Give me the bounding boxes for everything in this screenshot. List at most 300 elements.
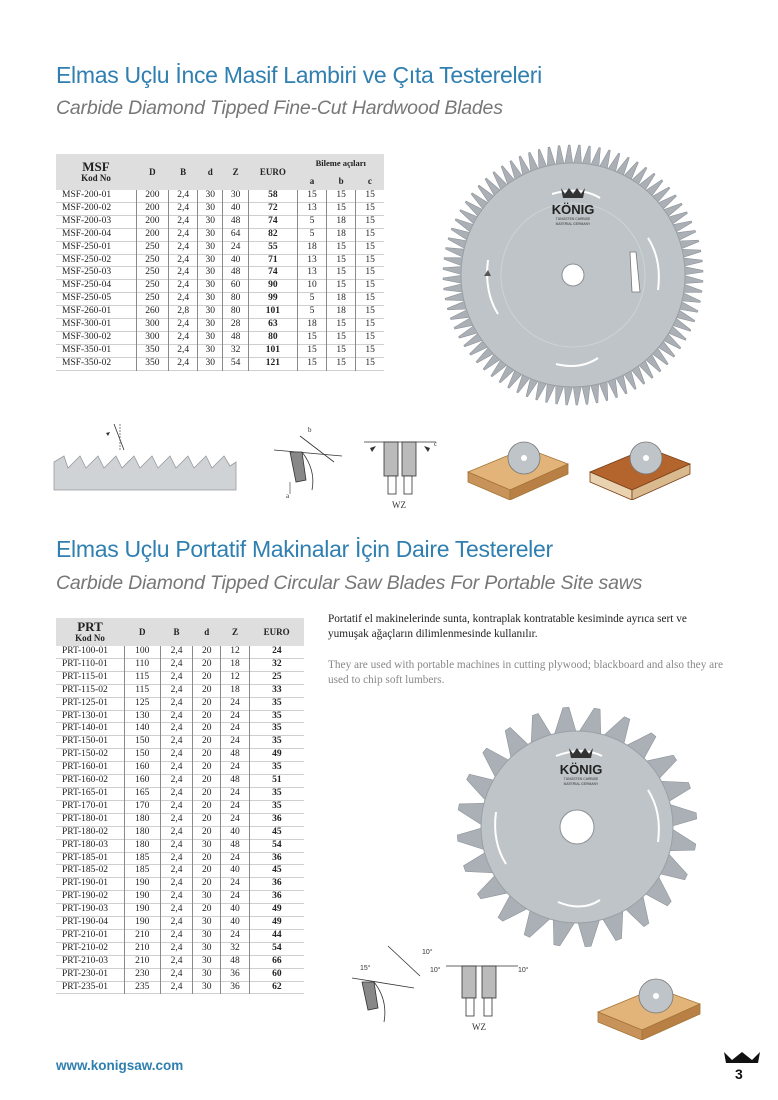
- table-cell: 15: [327, 202, 356, 215]
- arbor-hole: [562, 264, 584, 286]
- table-cell: 200: [136, 190, 169, 202]
- table-row: [56, 319, 384, 332]
- angle-10-right-label: 10°: [518, 967, 529, 974]
- product-code-cell: PRT-190-03: [56, 904, 124, 917]
- product-code-cell: PRT-150-01: [56, 736, 124, 749]
- table-cell: 15: [365, 344, 375, 355]
- price-cell: 44: [272, 929, 282, 940]
- table-code-header: [56, 618, 124, 646]
- table-cell: 15: [365, 241, 375, 252]
- table-cell: 20: [193, 852, 221, 865]
- table-row: [56, 671, 304, 684]
- product-code-cell: MSF-250-01: [56, 241, 136, 254]
- table-cell: 20: [193, 800, 221, 813]
- wz-label: WZ: [392, 500, 406, 510]
- price-cell: 72: [248, 202, 297, 215]
- table-cell: 20: [193, 865, 221, 878]
- logo-text: KÖNIG: [559, 762, 603, 777]
- price-cell: 25: [272, 671, 282, 682]
- table-cell: 36: [221, 968, 249, 981]
- table-cell: 64: [223, 228, 248, 241]
- price-cell: 24: [272, 646, 282, 656]
- logo-tagline: TUNGSTEN CARBIDE: [555, 217, 591, 221]
- product-code-cell: PRT-190-04: [56, 917, 124, 930]
- product-code-cell: PRT-150-02: [56, 749, 124, 762]
- table-cell: 300: [136, 319, 169, 332]
- table-cell: 250: [136, 254, 169, 267]
- table-cell: 15: [365, 267, 375, 278]
- table-cell: 18: [327, 293, 356, 306]
- table-cell: 15: [327, 190, 356, 202]
- price-cell: 80: [248, 331, 297, 344]
- table-cell: 210: [124, 942, 160, 955]
- table-cell: 350: [136, 357, 169, 370]
- table-cell: 115: [124, 671, 160, 684]
- table-code: MSF: [82, 159, 110, 174]
- table-cell: 2,4: [160, 787, 192, 800]
- price-cell: 63: [248, 319, 297, 332]
- col-header: D: [136, 154, 169, 190]
- table-row: [56, 749, 304, 762]
- table-cell: 18: [327, 306, 356, 319]
- table-row: [56, 280, 384, 293]
- price-cell: 74: [248, 267, 297, 280]
- table-row: [56, 904, 304, 917]
- price-cell: 54: [272, 839, 282, 850]
- table-row: [56, 215, 384, 228]
- table-cell: 2,4: [160, 775, 192, 788]
- table-cell: 2,4: [169, 319, 198, 332]
- table-cell: 15: [297, 331, 326, 344]
- table-cell: 160: [124, 775, 160, 788]
- table-cell: 40: [221, 904, 249, 917]
- table-cell: 110: [124, 658, 160, 671]
- table-cell: 2,4: [169, 293, 198, 306]
- table-cell: 2,4: [160, 813, 192, 826]
- table-cell: 2,4: [169, 202, 198, 215]
- table-code-header: [56, 154, 136, 190]
- table-cell: 15: [365, 254, 375, 265]
- price-cell: 35: [272, 736, 282, 747]
- product-code-cell: PRT-170-01: [56, 800, 124, 813]
- table-cell: 30: [193, 929, 221, 942]
- table-row: [56, 658, 304, 671]
- msf-tooth-profile-diagram: [50, 420, 240, 500]
- price-cell: 32: [272, 658, 282, 669]
- logo-tagline: MATERIAL GERMANY: [555, 222, 591, 226]
- table-cell: 30: [193, 917, 221, 930]
- table-cell: 28: [223, 319, 248, 332]
- table-cell: 30: [193, 942, 221, 955]
- table-cell: 170: [124, 800, 160, 813]
- product-code-cell: PRT-190-02: [56, 891, 124, 904]
- table-cell: 20: [193, 787, 221, 800]
- table-cell: 24: [221, 723, 249, 736]
- table-cell: 2,4: [169, 357, 198, 370]
- table-cell: 2,4: [160, 762, 192, 775]
- table-cell: 30: [198, 306, 223, 319]
- product-code-cell: PRT-185-02: [56, 865, 124, 878]
- col-header: EURO: [248, 154, 297, 190]
- table-row: [56, 306, 384, 319]
- table-cell: 48: [221, 749, 249, 762]
- table-cell: 2,4: [169, 190, 198, 202]
- table-row: [56, 852, 304, 865]
- table-row: [56, 826, 304, 839]
- product-code-cell: PRT-110-01: [56, 658, 124, 671]
- table-cell: 24: [221, 929, 249, 942]
- table-cell: 2,4: [160, 917, 192, 930]
- angle-b-label: b: [308, 426, 312, 434]
- table-cell: 165: [124, 787, 160, 800]
- price-cell: 121: [248, 357, 297, 370]
- table-cell: 20: [193, 878, 221, 891]
- angle-col-header: a: [297, 172, 326, 190]
- table-cell: 15: [327, 319, 356, 332]
- table-row: [56, 254, 384, 267]
- table-cell: 250: [136, 293, 169, 306]
- product-code-cell: MSF-200-02: [56, 202, 136, 215]
- table-row: [56, 267, 384, 280]
- table-cell: 24: [221, 852, 249, 865]
- table-cell: 2,4: [160, 981, 192, 994]
- table-cell: 20: [193, 762, 221, 775]
- table-cell: 18: [221, 684, 249, 697]
- table-cell: 24: [221, 762, 249, 775]
- price-cell: 36: [272, 878, 282, 889]
- table-cell: 2,4: [160, 671, 192, 684]
- price-cell: 99: [248, 293, 297, 306]
- sharpen-angles-header: Bileme açıları: [297, 154, 384, 172]
- product-code-cell: MSF-250-05: [56, 293, 136, 306]
- table-cell: 5: [297, 293, 326, 306]
- product-code-cell: MSF-200-03: [56, 215, 136, 228]
- table-cell: 13: [297, 254, 326, 267]
- product-code-cell: PRT-140-01: [56, 723, 124, 736]
- table-cell: 30: [198, 241, 223, 254]
- table-cell: 2,4: [160, 736, 192, 749]
- product-code-cell: PRT-180-01: [56, 813, 124, 826]
- table-cell: 12: [221, 671, 249, 684]
- table-cell: 30: [198, 344, 223, 357]
- table-cell: 15: [327, 267, 356, 280]
- table-cell: 150: [124, 736, 160, 749]
- price-cell: 45: [272, 826, 282, 837]
- table-cell: 140: [124, 723, 160, 736]
- table-cell: 10: [297, 280, 326, 293]
- table-cell: 20: [193, 684, 221, 697]
- table-cell: 2,4: [169, 241, 198, 254]
- price-cell: 60: [272, 968, 282, 979]
- table-cell: 230: [124, 968, 160, 981]
- table-cell: 15: [327, 280, 356, 293]
- table-cell: 200: [136, 215, 169, 228]
- price-cell: 36: [272, 891, 282, 902]
- table-cell: 20: [193, 749, 221, 762]
- table-cell: 32: [221, 942, 249, 955]
- price-cell: 45: [272, 865, 282, 876]
- table-cell: 200: [136, 202, 169, 215]
- table-cell: 350: [136, 344, 169, 357]
- table-cell: 20: [193, 671, 221, 684]
- wz-label: WZ: [472, 1022, 486, 1032]
- table-cell: 15: [365, 190, 375, 200]
- table-cell: 24: [221, 800, 249, 813]
- price-cell: 66: [272, 955, 282, 966]
- table-cell: 24: [221, 710, 249, 723]
- price-cell: 90: [248, 280, 297, 293]
- table-cell: 190: [124, 891, 160, 904]
- col-header: D: [124, 618, 160, 646]
- product-code-cell: MSF-200-04: [56, 228, 136, 241]
- table-cell: 2,4: [160, 800, 192, 813]
- table-row: [56, 800, 304, 813]
- description-tr: Portatif el makinelerinde sunta, kontraplak kontratable kesiminde ayrıca sert ve yumuşak ağaçların dilimlenmesinde kullanılır.: [328, 613, 687, 640]
- price-cell: 74: [248, 215, 297, 228]
- table-cell: 15: [365, 306, 375, 317]
- product-code-cell: MSF-350-01: [56, 344, 136, 357]
- table-cell: 20: [193, 710, 221, 723]
- col-header: d: [193, 618, 221, 646]
- table-row: [56, 955, 304, 968]
- table-cell: 30: [198, 319, 223, 332]
- table-row: [56, 981, 304, 994]
- table-cell: 2,4: [160, 658, 192, 671]
- price-cell: 35: [272, 762, 282, 773]
- angle-a-label: a: [286, 492, 290, 500]
- table-row: [56, 929, 304, 942]
- table-row: [56, 723, 304, 736]
- table-cell: 24: [221, 891, 249, 904]
- product-code-cell: PRT-180-02: [56, 826, 124, 839]
- table-cell: 40: [221, 865, 249, 878]
- price-cell: 49: [272, 904, 282, 915]
- table-row: [56, 190, 384, 202]
- product-code-cell: PRT-210-03: [56, 955, 124, 968]
- table-cell: 190: [124, 917, 160, 930]
- table-cell: 60: [223, 280, 248, 293]
- table-cell: 130: [124, 710, 160, 723]
- footer-website: www.konigsaw.com: [56, 1058, 184, 1073]
- product-code-cell: MSF-250-03: [56, 267, 136, 280]
- price-cell: 36: [272, 813, 282, 824]
- table-cell: 30: [198, 202, 223, 215]
- table-cell: 2,4: [160, 697, 192, 710]
- table-cell: 18: [221, 658, 249, 671]
- price-cell: 49: [272, 749, 282, 760]
- table-cell: 30: [193, 839, 221, 852]
- col-header: B: [169, 154, 198, 190]
- table-code: PRT: [77, 619, 103, 634]
- price-cell: 35: [272, 787, 282, 798]
- msf-spec-table: [56, 154, 384, 371]
- arbor-hole: [560, 810, 594, 844]
- product-code-cell: MSF-250-04: [56, 280, 136, 293]
- prt-angle-diagram: [348, 942, 538, 1036]
- table-cell: 15: [327, 344, 356, 357]
- price-cell: 54: [272, 942, 282, 953]
- table-cell: 2,4: [169, 254, 198, 267]
- table-cell: 30: [223, 190, 248, 202]
- price-cell: 82: [248, 228, 297, 241]
- table-cell: 24: [221, 813, 249, 826]
- price-cell: 101: [248, 306, 297, 319]
- table-cell: 30: [198, 357, 223, 370]
- table-row: [56, 202, 384, 215]
- table-row: [56, 942, 304, 955]
- table-cell: 20: [193, 658, 221, 671]
- table-cell: 2,4: [160, 865, 192, 878]
- table-row: [56, 228, 384, 241]
- table-cell: 30: [198, 293, 223, 306]
- angle-col-header: c: [356, 172, 384, 190]
- section2-title-tr: Elmas Uçlu Portatif Makinalar İçin Daire Testereler: [56, 536, 553, 562]
- price-cell: 49: [272, 917, 282, 928]
- price-cell: 58: [248, 190, 297, 202]
- price-cell: 62: [272, 981, 282, 992]
- table-cell: 80: [223, 293, 248, 306]
- table-cell: 5: [297, 228, 326, 241]
- table-cell: 18: [297, 241, 326, 254]
- table-cell: 20: [193, 723, 221, 736]
- prt-spec-table: [56, 618, 304, 994]
- col-header: d: [198, 154, 223, 190]
- table-cell: 2,4: [169, 228, 198, 241]
- table-cell: 12: [221, 646, 249, 658]
- price-cell: 35: [272, 800, 282, 811]
- table-cell: 2,4: [169, 280, 198, 293]
- table-row: [56, 710, 304, 723]
- table-cell: 40: [223, 202, 248, 215]
- col-header: B: [160, 618, 192, 646]
- prt-wood-cut-illustration: [596, 968, 702, 1040]
- table-cell: 2,4: [160, 904, 192, 917]
- table-cell: 80: [223, 306, 248, 319]
- table-cell: 15: [327, 241, 356, 254]
- table-cell: 2,4: [160, 968, 192, 981]
- product-code-cell: PRT-165-01: [56, 787, 124, 800]
- table-code-label: Kod No: [75, 633, 105, 643]
- table-cell: 20: [193, 646, 221, 658]
- product-code-cell: PRT-235-01: [56, 981, 124, 994]
- price-cell: 35: [272, 697, 282, 708]
- table-cell: 2,4: [169, 215, 198, 228]
- table-cell: 30: [193, 955, 221, 968]
- table-cell: 2,4: [160, 852, 192, 865]
- crown-icon: [722, 1050, 762, 1064]
- table-cell: 250: [136, 241, 169, 254]
- table-cell: 15: [297, 344, 326, 357]
- logo-text: KÖNIG: [551, 202, 595, 217]
- table-cell: 18: [327, 228, 356, 241]
- table-row: [56, 968, 304, 981]
- table-cell: 24: [223, 241, 248, 254]
- table-cell: 20: [193, 775, 221, 788]
- table-cell: 20: [193, 697, 221, 710]
- table-cell: 24: [221, 697, 249, 710]
- table-cell: 30: [193, 891, 221, 904]
- table-row: [56, 891, 304, 904]
- section2-title-en: Carbide Diamond Tipped Circular Saw Blades For Portable Site saws: [56, 572, 643, 594]
- table-cell: 185: [124, 865, 160, 878]
- angle-col-header: b: [327, 172, 356, 190]
- table-cell: 2,4: [160, 646, 192, 658]
- table-cell: 30: [198, 280, 223, 293]
- price-cell: 55: [248, 241, 297, 254]
- logo-tagline: MATERIAL GERMANY: [563, 782, 599, 786]
- msf-angle-b-diagram: [272, 422, 344, 500]
- table-cell: 160: [124, 762, 160, 775]
- price-cell: 35: [272, 723, 282, 734]
- table-cell: 200: [136, 228, 169, 241]
- table-cell: 48: [223, 267, 248, 280]
- table-cell: 2,4: [160, 839, 192, 852]
- table-cell: 18: [327, 215, 356, 228]
- price-cell: 33: [272, 684, 282, 695]
- product-code-cell: PRT-185-01: [56, 852, 124, 865]
- angle-15-label: 15°: [360, 965, 371, 972]
- table-row: [56, 917, 304, 930]
- table-cell: 13: [297, 202, 326, 215]
- prt-saw-blade-image: [452, 702, 702, 952]
- table-row: [56, 775, 304, 788]
- table-cell: 30: [193, 968, 221, 981]
- table-row: [56, 331, 384, 344]
- table-cell: 2,4: [169, 267, 198, 280]
- col-header: Z: [223, 154, 248, 190]
- table-cell: 15: [365, 319, 375, 330]
- product-code-cell: PRT-190-01: [56, 878, 124, 891]
- product-code-cell: MSF-260-01: [56, 306, 136, 319]
- table-cell: 13: [297, 267, 326, 280]
- table-cell: 2,4: [160, 749, 192, 762]
- table-row: [56, 762, 304, 775]
- table-cell: 30: [198, 267, 223, 280]
- product-code-cell: MSF-200-01: [56, 190, 136, 202]
- product-code-cell: PRT-130-01: [56, 710, 124, 723]
- section1-title-en: Carbide Diamond Tipped Fine-Cut Hardwood Blades: [56, 97, 503, 119]
- veneer-cut-illustration: [588, 428, 692, 500]
- table-cell: 20: [193, 813, 221, 826]
- table-cell: 2,4: [160, 929, 192, 942]
- angle-10-left-label: 10°: [430, 967, 441, 974]
- table-cell: 2,4: [160, 826, 192, 839]
- product-code-cell: PRT-115-02: [56, 684, 124, 697]
- table-cell: 48: [223, 331, 248, 344]
- table-row: [56, 813, 304, 826]
- table-cell: 250: [136, 280, 169, 293]
- table-cell: 48: [221, 955, 249, 968]
- table-cell: 2,4: [169, 344, 198, 357]
- price-cell: 51: [272, 775, 282, 786]
- table-cell: 20: [193, 826, 221, 839]
- table-cell: 125: [124, 697, 160, 710]
- table-cell: 5: [297, 306, 326, 319]
- msf-saw-blade-image: [440, 142, 706, 408]
- table-cell: 48: [221, 839, 249, 852]
- table-cell: 20: [193, 904, 221, 917]
- product-code-cell: PRT-115-01: [56, 671, 124, 684]
- table-cell: 40: [221, 917, 249, 930]
- table-code-label: Kod No: [81, 173, 111, 183]
- table-row: [56, 293, 384, 306]
- section1-title-tr: Elmas Uçlu İnce Masif Lambiri ve Çıta Testereleri: [56, 62, 542, 88]
- product-code-cell: MSF-300-02: [56, 331, 136, 344]
- table-row: [56, 357, 384, 370]
- price-cell: 35: [272, 710, 282, 721]
- table-row: [56, 878, 304, 891]
- table-cell: 48: [223, 215, 248, 228]
